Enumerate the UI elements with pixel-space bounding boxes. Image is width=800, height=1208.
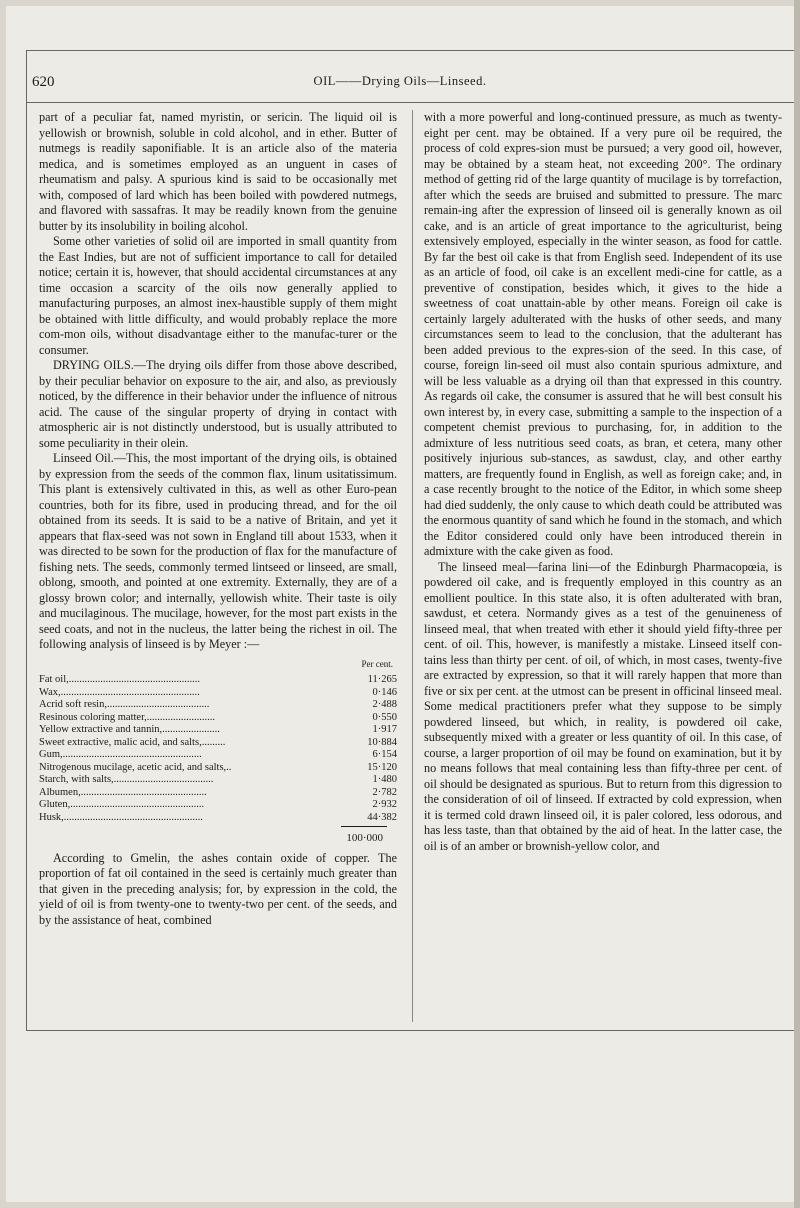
analysis-item: Gum,.....................................................	[39, 749, 202, 760]
analysis-value: 2·932	[372, 799, 397, 810]
left-paragraph-1: part of a peculiar fat, named myristin, or sericin. The liquid oil is yellowish or brownish, soluble in cold alcohol, and in ether. Butter of nutmegs is readily saponifiable. It is an article also of the materia medica, and is sometimes employed as an unguent in cases of rheumatism and palsy. A spurious kind is said to be occasionally met with, composed of lard which has been boiled with powdered nutmegs, and flavored with sassafras. It may be readily known from the genuine butter by its insolubility in boiling alcohol.	[39, 110, 397, 233]
analysis-value: 1·480	[372, 774, 397, 785]
left-paragraph-2: Some other varieties of solid oil are imported in small quantity from the East Indies, but are not of sufficient importance to call for detailed notice; certain it is, however, that should accidental circumstances at any time occasion a scarcity of the oils now generally applied to manufacturing purposes, an almost inex-haustible supply of them might be obtained with little difficulty, and would probably replace the more com-mon oils, without disadvantage either to the manufac-turer or the consumer.	[39, 234, 397, 357]
analysis-row	[39, 799, 397, 812]
analysis-value: 2·488	[372, 699, 397, 710]
right-paragraph-2: The linseed meal—farina lini—of the Edinburgh Pharmacopœia, is powdered oil cake, and is frequently employed in this country as an emollient poultice. In this state also, it is often adulterated with bran, sawdust, et cetera. Normandy gives as a test of the genuineness of linseed meal, that when treated with ether it should yield fifty-three per cent. of oil. This, however, is manifestly a mistake. Linseed itself con-tains less than thirty per cent. of oil, of which, in most cases, twenty-five are extracted by expression, so that it will rarely happen that more than five or six per cent. at the utmost can be present in officinal linseed meal. Some medical practitioners prefer what they suppose to be simply powdered linseed, but which, in reality, is powdered oil cake, subsequently mixed with a greater or less quantity of oil. In this case, of course, a larger proportion of oil may be found on examination, but it by no means follows that meal containing less than fifty-three per cent. of oil should be designated as spurious. But to return from this digression to the consideration of oil of linseed. If extracted by cold expression, when it is termed cold drawn linseed oil, it is paler colored, less odorous, and has less taste, than that obtained by the aid of heat. In the latter case, the oil is of an amber or brownish-yellow color, and	[424, 559, 782, 853]
analysis-row	[39, 812, 397, 825]
analysis-item: Starch, with salts,......................................	[39, 774, 214, 785]
left-paragraph-4: Linseed Oil.—This, the most important of the drying oils, is obtained by expression from the seeds of the common flax, linum usitatissimum. This plant is extensively cultivated in this, as well as other Euro-pean countries, both for its fibre, used in producing thread, and for the oil obtained from its seeds. It is said to be a native of Britain, and yet it appears that flax-seed was not sown in England till about 1533, when it was directed to be sown for the production of flax for the manufacture of fishing nets. The seeds, commonly termed lintseed or linseed, are small, oblong, smooth, and pointed at one extremity. Externally, they are of a glossy brown color; and internally, yellowish white. Their taste is oily and mucilaginous. The mucilage, however, for the most part exists in the seed coats, and not in the nucleus, the latter being the richest in oil. The following analysis of linseed is by Meyer :—	[39, 451, 397, 651]
analysis-row	[39, 762, 397, 775]
analysis-value: 0·550	[372, 711, 397, 723]
page-edge-shadow	[794, 0, 800, 1208]
linseed-analysis-table	[39, 674, 397, 824]
page	[6, 6, 794, 1202]
frame-top-rule	[26, 50, 794, 51]
analysis-row	[39, 774, 397, 787]
analysis-row	[39, 712, 397, 725]
analysis-item: Acrid soft resin,.......................................	[39, 699, 210, 710]
analysis-total-rule	[341, 826, 387, 827]
analysis-row	[39, 737, 397, 750]
analysis-item: Wax,.....................................................	[39, 686, 200, 698]
analysis-item: Yellow extractive and tannin,......................	[39, 724, 220, 735]
analysis-item: Sweet extractive, malic acid, and salts,.........	[39, 736, 226, 748]
left-column	[39, 110, 397, 1026]
analysis-value: 44·382	[367, 811, 397, 823]
analysis-item: Fat oil,..................................................	[39, 674, 201, 685]
analysis-value: 6·154	[372, 749, 397, 760]
analysis-item: Gluten,...................................................	[39, 799, 205, 810]
analysis-row	[39, 674, 397, 687]
analysis-item: Albumen,................................................	[39, 786, 207, 798]
analysis-value: 1·917	[372, 724, 397, 735]
analysis-value: 10·884	[367, 736, 397, 748]
right-column	[424, 110, 782, 1026]
analysis-value: 15·120	[367, 761, 397, 773]
analysis-item: Resinous coloring matter,..........................	[39, 711, 216, 723]
header-rule	[26, 102, 794, 103]
column-divider	[412, 110, 413, 1022]
analysis-value: 0·146	[372, 686, 397, 698]
analysis-value: 2·782	[372, 786, 397, 798]
analysis-row	[39, 699, 397, 712]
running-head: OIL——Drying Oils—Linseed.	[313, 74, 487, 88]
page-number: 620	[32, 74, 55, 90]
right-paragraph-1: with a more powerful and long-continued pressure, as much as twenty-eight per cent. may be obtained. If a very pure oil be required, the process of cold expres-sion must be pursued; a very good oil, however, may be obtained by a steam heat, not exceeding 200°. The ordinary method of getting rid of the large quantity of mucilage is by torrefaction, after which the seeds are bruised and submitted to pressure. The marc remain-ing after the expression of linseed oil is generally known as oil cake, and is an article of great importance to the agriculturist, being extensively employed, especially in the winter season, as food for cattle. By far the best oil cake is that from English seed. Independent of its use as an article of food, oil cake is an excellent medi-cine for cattle, as a preventive of constipation, besides which, it gives to the hide a sweetness of coat unattain-able by other means. Foreign oil cake is certainly largely adulterated with the husks of other seeds, and many circumstances seem to lead to the conclusion, that the adulterant has been added previous to the expres-sion of the seed. In this case, of course, foreign lin-seed oil must also contain spurious admixture, and will be less valuable as a drying oil than that expressed in this country. As regards oil cake, the consumer is assured that he will best consult his own interest by, in every case, submitting a sample to the inspection of a competent chemist previous to purchasing, for, in addition to the admixture of less nutritious seed coats, as bran, et cetera, many other positively injurious sub-stances, as sawdust, clay, and other earthy matters, are frequently found in English, as well as foreign cake; and, in a case recently brought to the notice of the Editor, in which some sheep had died suddenly, the only cause to which death could be attributed was the enormous quantity of sand which he found in the stomach, and which the Editor considered could only have been introduced therein in admixture with the cake given as food.	[424, 110, 782, 558]
analysis-row	[39, 787, 397, 800]
footer-rule	[26, 1030, 794, 1031]
left-paragraph-3: DRYING OILS.—The drying oils differ from those above described, by their peculiar behavior on exposure to the air, and also, as previously noticed, by the difference in their behavior under the influence of nitrous acid. The cause of the singular property of drying in contact with atmospheric air is not distinctly understood, but is usually attributed to some peculiarity in their olein.	[39, 358, 397, 450]
analysis-row	[39, 749, 397, 762]
analysis-value: 11·265	[367, 674, 397, 685]
analysis-row	[39, 687, 397, 700]
analysis-table-unit: Per cent.	[361, 658, 393, 669]
analysis-row	[39, 724, 397, 737]
left-paragraph-5: According to Gmelin, the ashes contain oxide of copper. The proportion of fat oil contained in the seed is certainly much greater than that given in the preceding analysis; for, by expression in the cold, the yield of oil is from twenty-one to twenty-two per cent. of the seeds, and by the assistance of heat, combined	[39, 850, 397, 927]
frame-left-rule	[26, 50, 27, 1030]
analysis-item: Husk,.....................................................	[39, 811, 203, 823]
analysis-total: 100·000	[346, 832, 383, 844]
analysis-item: Nitrogenous mucilage, acetic acid, and salts,..	[39, 761, 232, 773]
